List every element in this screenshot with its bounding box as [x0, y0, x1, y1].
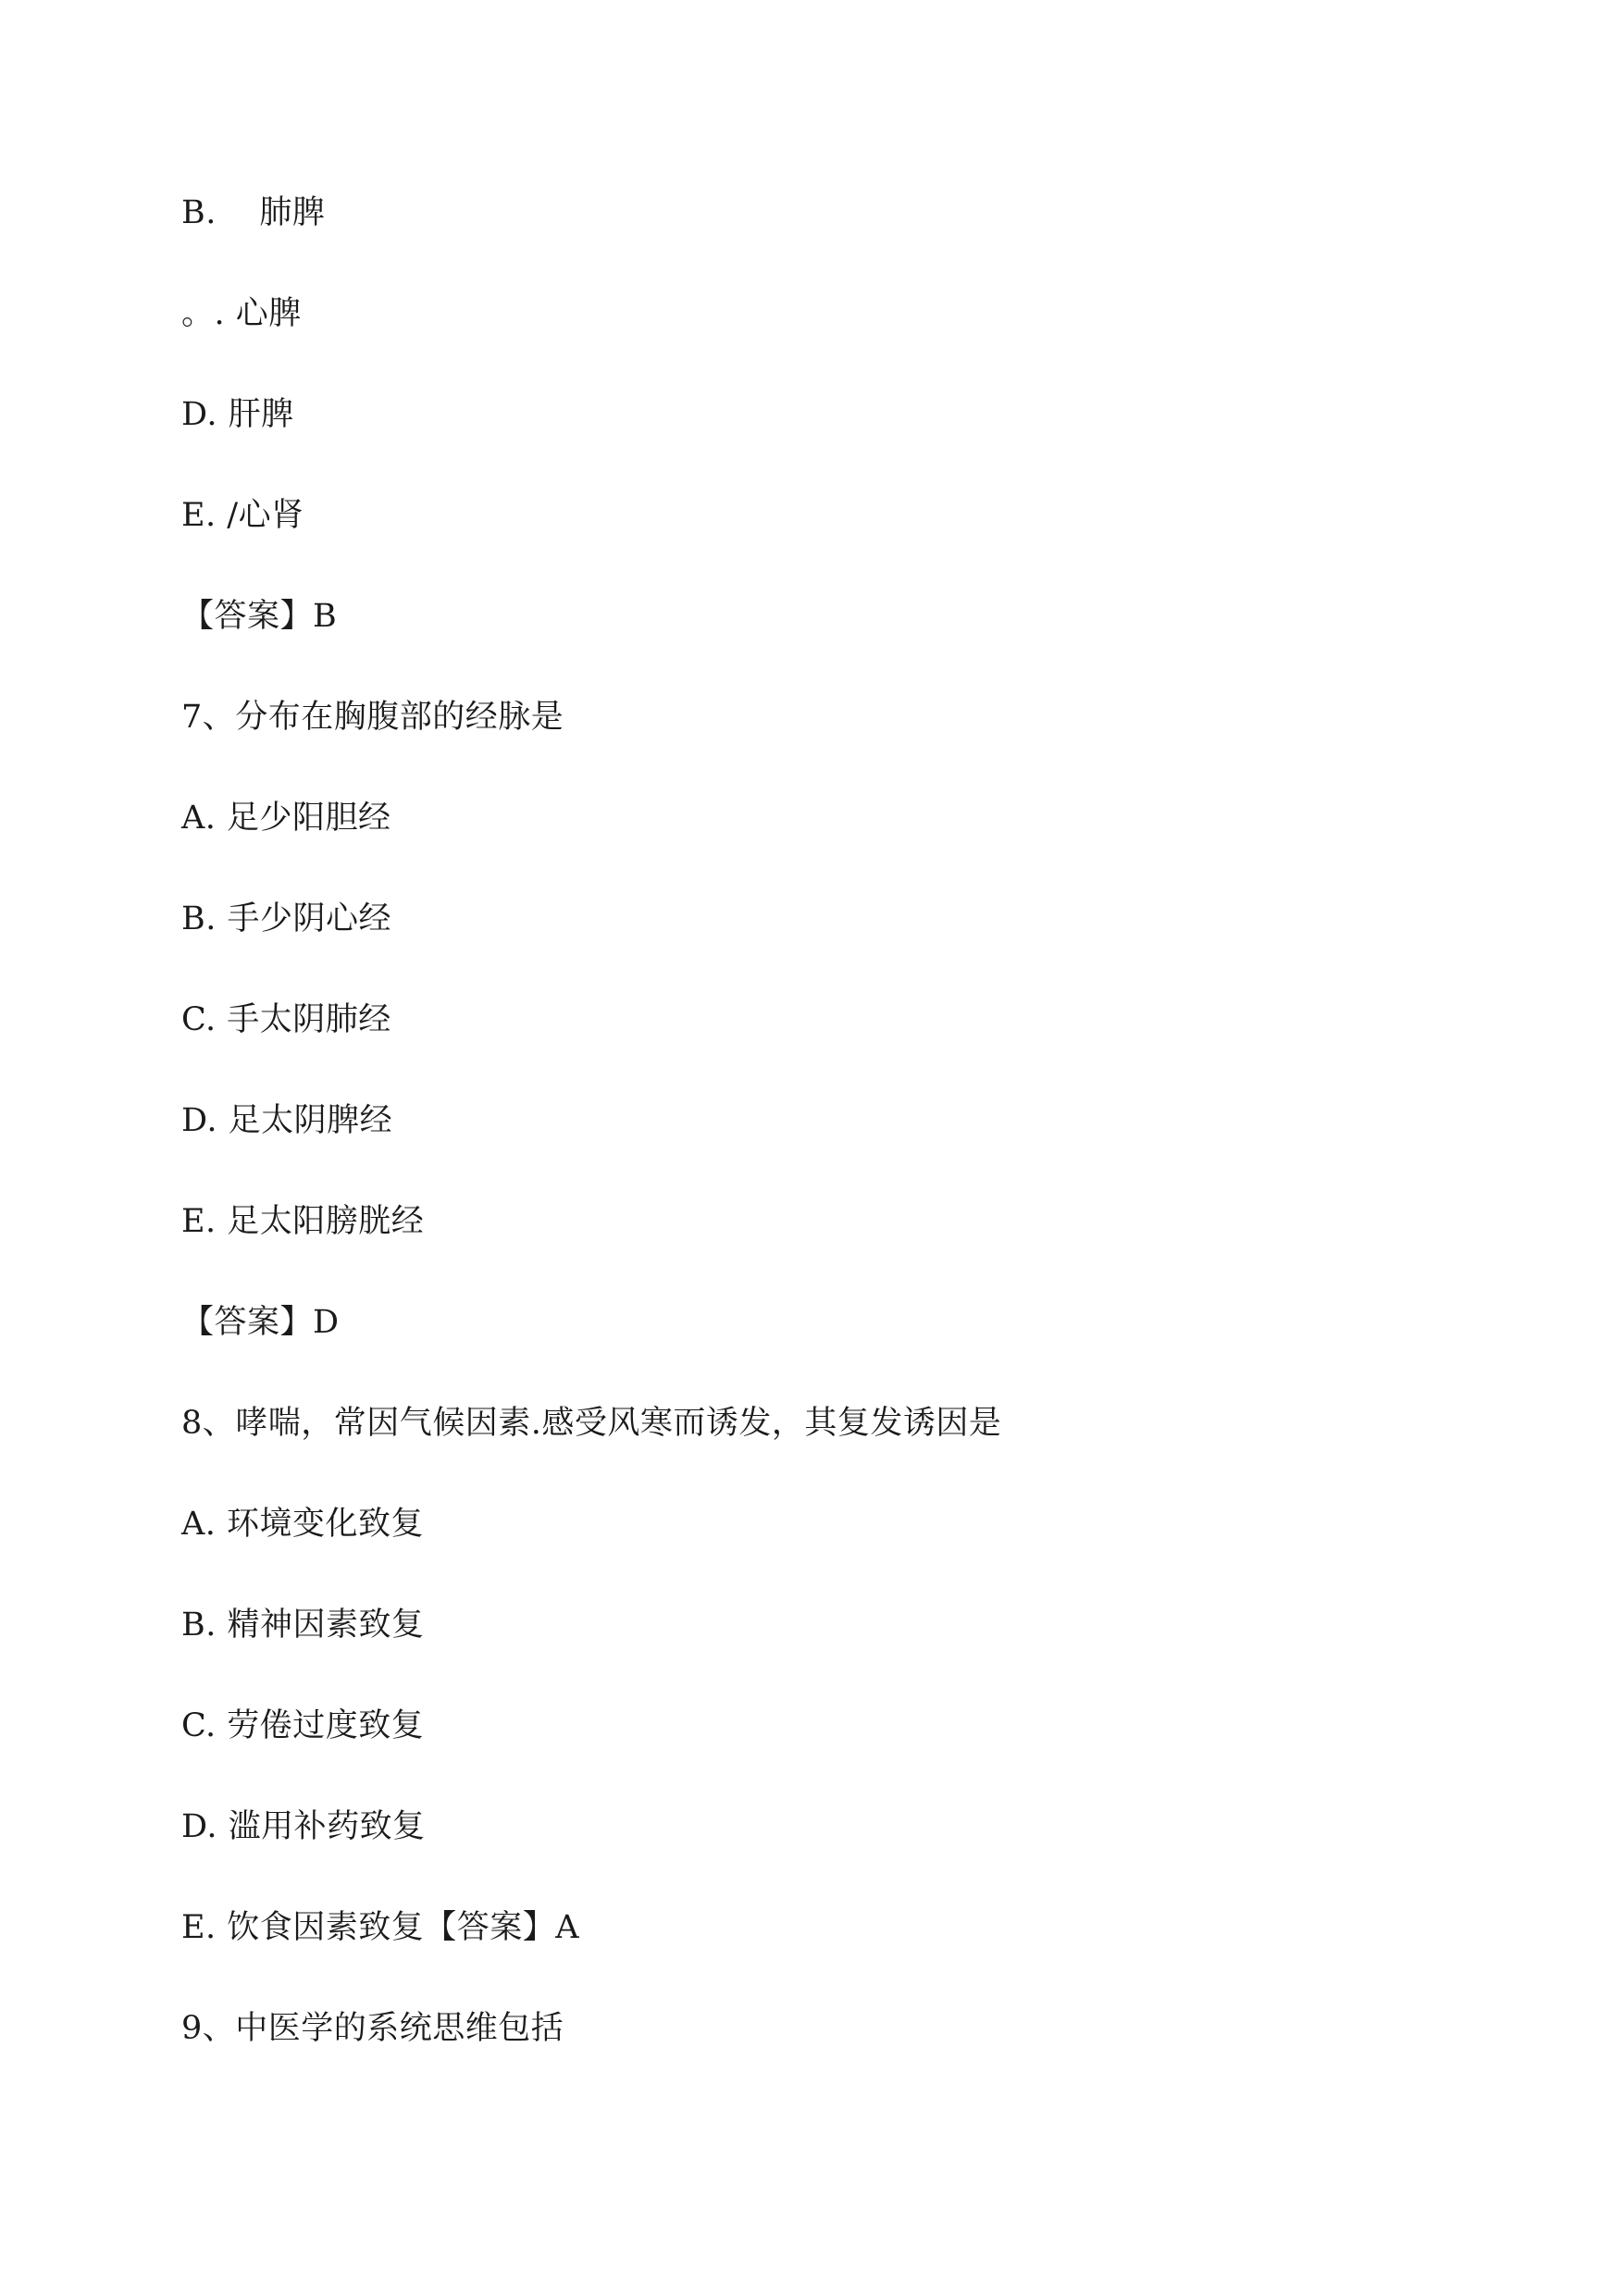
- option-a-q8: A. 环境变化致复: [181, 1506, 425, 1543]
- option-e-q7: E. 足太阳膀胱经: [181, 1203, 425, 1240]
- option-e-answer-q8: E. 饮食因素致复【答案】A: [181, 1909, 580, 1946]
- option-b-q6: B. 肺脾: [181, 194, 326, 231]
- option-d-q7: D. 足太阴脾经: [181, 1102, 393, 1139]
- option-a-q7: A. 足少阳胆经: [181, 800, 391, 837]
- option-c-q6: 。. 心脾: [181, 295, 302, 332]
- option-b-q8: B. 精神因素致复: [181, 1606, 425, 1644]
- option-d-q6: D. 肝脾: [181, 396, 294, 433]
- option-e-q6: E. /心肾: [181, 497, 304, 534]
- question-7: 7、分布在胸腹部的经脉是: [181, 699, 564, 736]
- option-c-q8: C. 劳倦过度致复: [181, 1707, 425, 1744]
- question-8: 8、哮喘，常因气候因素.感受风寒而诱发，其复发诱因是: [181, 1405, 1002, 1442]
- option-b-q7: B. 手少阴心经: [181, 900, 391, 937]
- question-9: 9、中医学的系统思维包括: [181, 2010, 564, 2047]
- answer-q6: 【答案】B: [181, 598, 338, 635]
- option-c-q7: C. 手太阴肺经: [181, 1001, 391, 1038]
- option-d-q8: D. 滥用补药致复: [181, 1808, 426, 1845]
- answer-q7: 【答案】D: [181, 1304, 340, 1341]
